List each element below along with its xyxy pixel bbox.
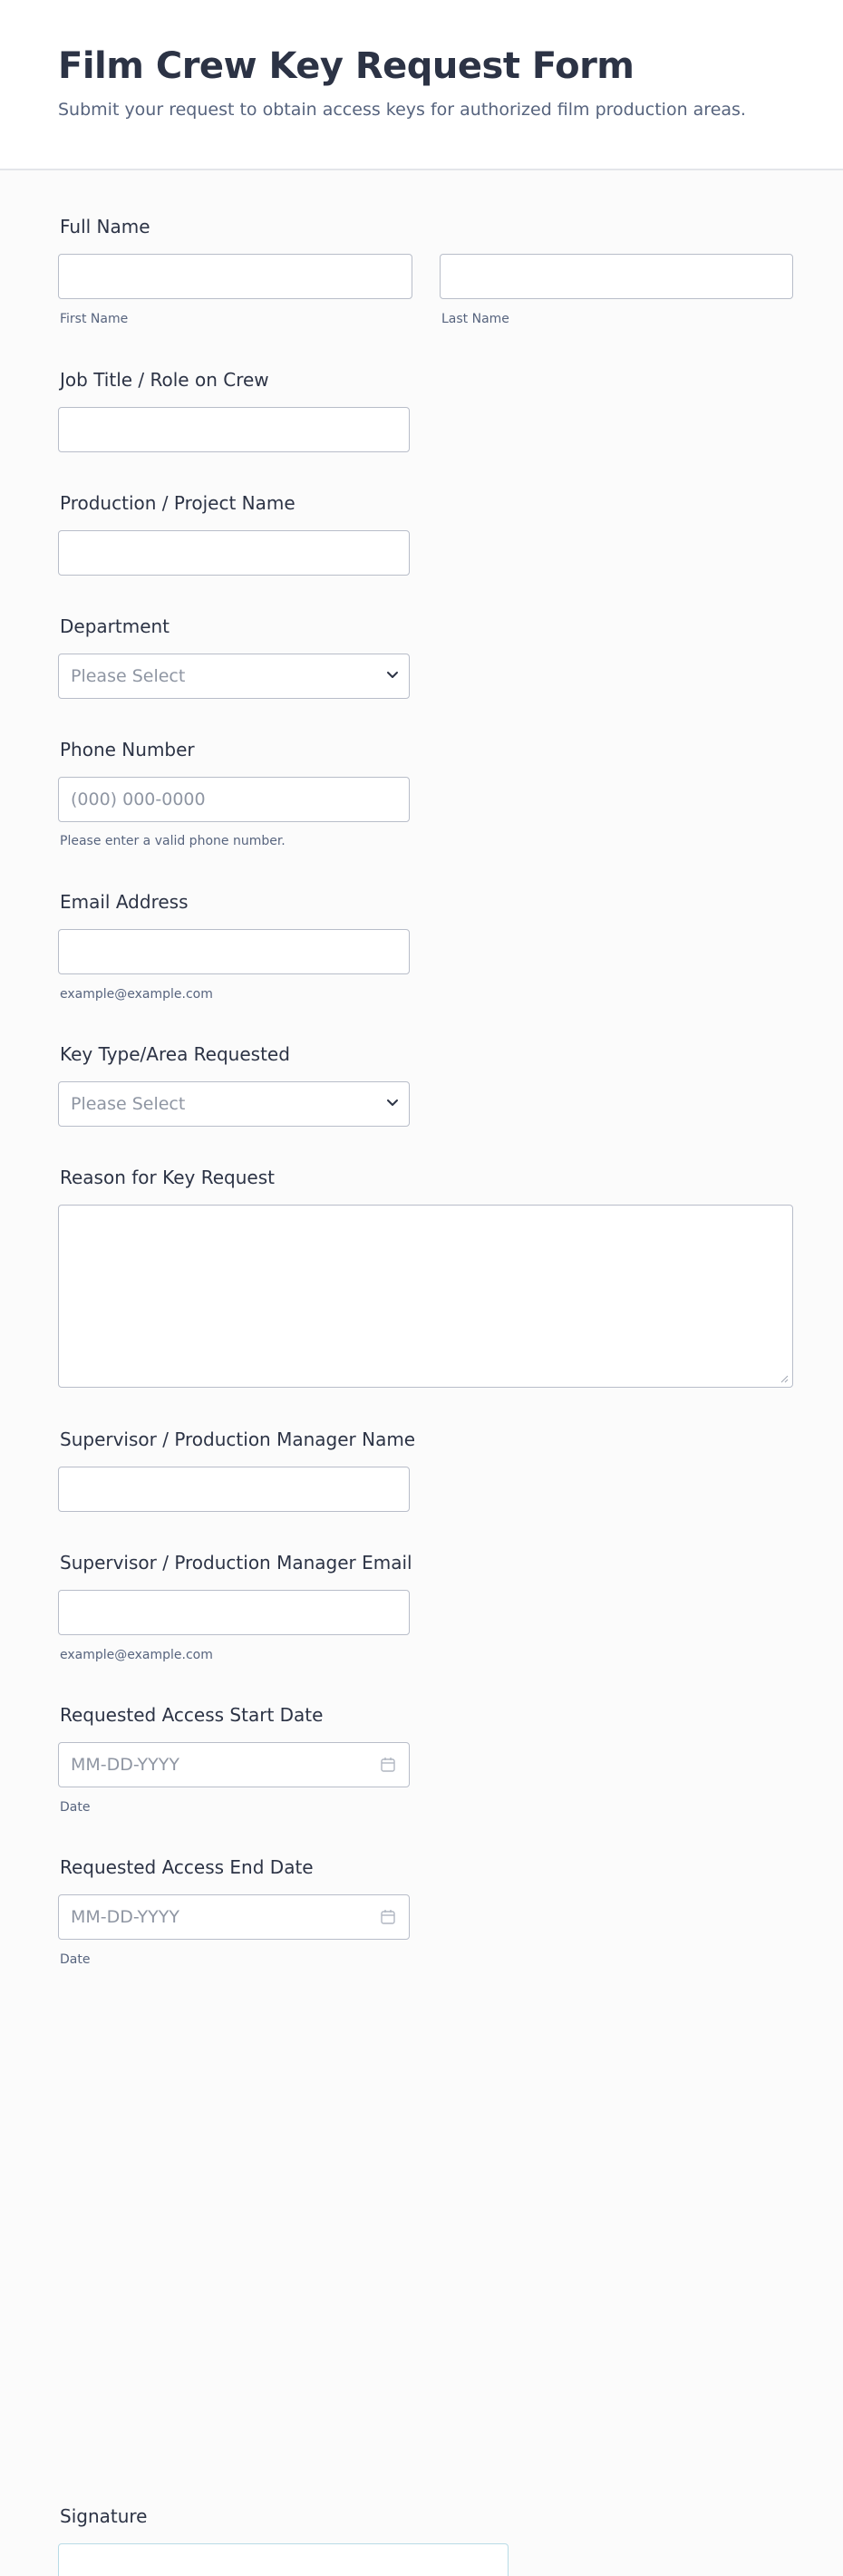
- form-title: Film Crew Key Request Form: [58, 45, 635, 87]
- supervisor-name-label: Supervisor / Production Manager Name: [60, 1428, 416, 1450]
- key-type-select[interactable]: [58, 1081, 410, 1127]
- supervisor-email-input[interactable]: [58, 1590, 410, 1635]
- job-title-input[interactable]: [58, 407, 410, 452]
- end-date-placeholder: MM-DD-YYYY: [71, 1907, 179, 1927]
- email-label: Email Address: [60, 891, 189, 913]
- form-subtitle: Submit your request to obtain access keys for authorized film production areas.: [58, 100, 746, 120]
- phone-hint: Please enter a valid phone number.: [60, 834, 286, 848]
- supervisor-email-label: Supervisor / Production Manager Email: [60, 1552, 412, 1574]
- department-select[interactable]: [58, 654, 410, 699]
- signature-label: Signature: [60, 2505, 148, 2527]
- phone-placeholder: (000) 000-0000: [71, 789, 206, 809]
- reason-label: Reason for Key Request: [60, 1167, 275, 1188]
- start-date-placeholder: MM-DD-YYYY: [71, 1755, 179, 1775]
- resize-grip-icon[interactable]: [780, 1374, 789, 1383]
- full-name-label: Full Name: [60, 216, 150, 237]
- signature-pad[interactable]: [58, 2543, 509, 2576]
- last-name-sublabel: Last Name: [441, 312, 509, 326]
- key-type-label: Key Type/Area Requested: [60, 1043, 290, 1065]
- form-header: [0, 0, 843, 170]
- calendar-icon[interactable]: [380, 1908, 396, 1926]
- department-select-value: Please Select: [71, 666, 186, 686]
- first-name-sublabel: First Name: [60, 312, 129, 326]
- end-date-input[interactable]: [58, 1894, 410, 1940]
- email-hint: example@example.com: [60, 987, 213, 1002]
- chevron-down-icon: [385, 670, 400, 681]
- chevron-down-icon: [385, 1098, 400, 1109]
- supervisor-email-hint: example@example.com: [60, 1648, 213, 1662]
- production-input[interactable]: [58, 530, 410, 576]
- first-name-input[interactable]: [58, 254, 412, 299]
- supervisor-name-input[interactable]: [58, 1467, 410, 1512]
- phone-input[interactable]: [58, 777, 410, 822]
- production-label: Production / Project Name: [60, 492, 296, 514]
- start-date-label: Requested Access Start Date: [60, 1704, 324, 1726]
- start-date-sublabel: Date: [60, 1800, 91, 1815]
- calendar-icon[interactable]: [380, 1756, 396, 1774]
- phone-label: Phone Number: [60, 739, 195, 760]
- start-date-input[interactable]: [58, 1742, 410, 1787]
- end-date-sublabel: Date: [60, 1952, 91, 1967]
- department-label: Department: [60, 615, 170, 637]
- end-date-label: Requested Access End Date: [60, 1856, 314, 1878]
- email-input[interactable]: [58, 929, 410, 974]
- key-type-select-value: Please Select: [71, 1094, 186, 1114]
- job-title-label: Job Title / Role on Crew: [60, 369, 269, 391]
- last-name-input[interactable]: [440, 254, 793, 299]
- reason-textarea[interactable]: [58, 1205, 793, 1388]
